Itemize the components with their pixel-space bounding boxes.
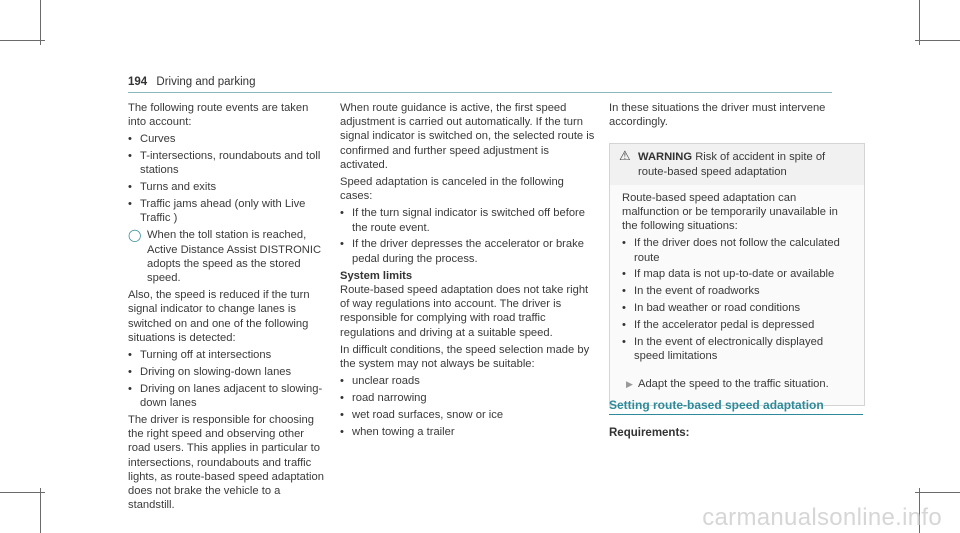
crop-mark <box>40 0 41 45</box>
list-item: • wet road surfaces, snow or ice <box>340 408 596 422</box>
column-3 <box>609 101 864 406</box>
system-limits-heading: System limits <box>340 269 413 282</box>
info-note-text: When the toll station is reached, Active Distance Assist DISTRONIC adopts the speed as the stored speed. <box>147 229 322 285</box>
system-limits-paragraph-1: Route-based speed adaptation does not take right of way regulations into account. The driver is responsible for complying with road traffic regulations and driving at a suitable speed. <box>340 284 589 339</box>
page-number: 194 <box>128 76 148 88</box>
section-divider <box>609 414 863 415</box>
list-item: • Turning off at intersections <box>128 348 326 362</box>
watermark-text: carmanualsonline.info <box>702 504 942 531</box>
list-item: • If the driver does not follow the calculated route <box>622 236 856 264</box>
cancel-intro: Speed adaptation is canceled in the following cases: <box>340 176 564 203</box>
action-arrow-icon: ▶ <box>626 379 633 390</box>
turn-signal-paragraph: Also, the speed is reduced if the turn signal indicator to change lanes is switched on and one of the following situations is detected: <box>128 289 310 344</box>
list-item: • Curves <box>128 132 326 146</box>
warning-label: WARNING <box>638 151 693 164</box>
crop-mark <box>919 0 920 45</box>
warning-text: Route-based speed adaptation can malfunction or be temporarily unavailable in the following situations: <box>622 191 838 233</box>
crop-mark <box>40 488 41 533</box>
route-events-list <box>128 132 326 225</box>
intervene-paragraph: In these situations the driver must intervene accordingly. <box>609 102 826 129</box>
column-2 <box>340 101 596 442</box>
info-icon: ◯ <box>128 228 142 243</box>
warning-triangle-icon: ⚠ <box>619 148 631 164</box>
page-section-title: Driving and parking <box>156 76 256 88</box>
crop-mark <box>915 492 960 493</box>
list-item: • If the accelerator pedal is depressed <box>622 318 856 332</box>
route-events-intro: The following route events are taken into account: <box>128 102 309 129</box>
driver-responsibility-paragraph: The driver is responsible for choosing the right speed and observing other road users. This applies in particular to intersections, roundabouts and traffic lights, as route-based speed adaptation does not brake the vehicle to a standstill. <box>128 414 324 512</box>
situations-list <box>128 348 326 410</box>
warning-header <box>610 144 864 184</box>
info-note <box>128 228 326 285</box>
crop-mark <box>915 40 960 41</box>
action-text: Adapt the speed to the traffic situation. <box>638 378 829 391</box>
page-header <box>128 76 255 88</box>
warning-title: Risk of accident in spite of route-based speed adaptation <box>638 151 826 178</box>
crop-mark <box>0 40 45 41</box>
list-item: • when towing a trailer <box>340 425 596 439</box>
cancel-cases-list <box>340 206 596 265</box>
list-item: • road narrowing <box>340 391 596 405</box>
list-item: • Driving on lanes adjacent to slowing-down lanes <box>128 382 326 410</box>
list-item: • In the event of electronically displayed speed limitations <box>622 335 856 363</box>
requirements-heading: Requirements: <box>609 427 690 439</box>
header-divider <box>128 92 832 93</box>
warning-body <box>610 185 864 405</box>
route-guidance-paragraph: When route guidance is active, the first speed adjustment is carried out automatically. If the turn signal indicator is switched on, the selected route is confirmed and further speed adjustment is activated. <box>340 102 595 171</box>
list-item: • If the driver depresses the accelerator or brake pedal during the process. <box>340 237 596 265</box>
list-item: • unclear roads <box>340 374 596 388</box>
warning-box <box>609 143 865 406</box>
list-item: • In the event of roadworks <box>622 284 856 298</box>
list-item: • In bad weather or road conditions <box>622 301 856 315</box>
column-1 <box>128 101 326 515</box>
list-item: • Turns and exits <box>128 180 326 194</box>
list-item: • If map data is not up-to-date or available <box>622 267 856 281</box>
warning-cases-list <box>622 236 856 363</box>
list-item: • T-intersections, roundabouts and toll stations <box>128 149 326 177</box>
action-step <box>622 377 856 391</box>
list-item: • Traffic jams ahead (only with Live Traffic ) <box>128 197 326 225</box>
list-item: • If the turn signal indicator is switched off before the route event. <box>340 206 596 234</box>
crop-mark <box>0 492 45 493</box>
limits-cases-list <box>340 374 596 439</box>
list-item: • Driving on slowing-down lanes <box>128 365 326 379</box>
system-limits-paragraph-2: In difficult conditions, the speed selection made by the system may not always be suitable: <box>340 343 590 371</box>
section-title: Setting route-based speed adaptation <box>609 398 824 412</box>
